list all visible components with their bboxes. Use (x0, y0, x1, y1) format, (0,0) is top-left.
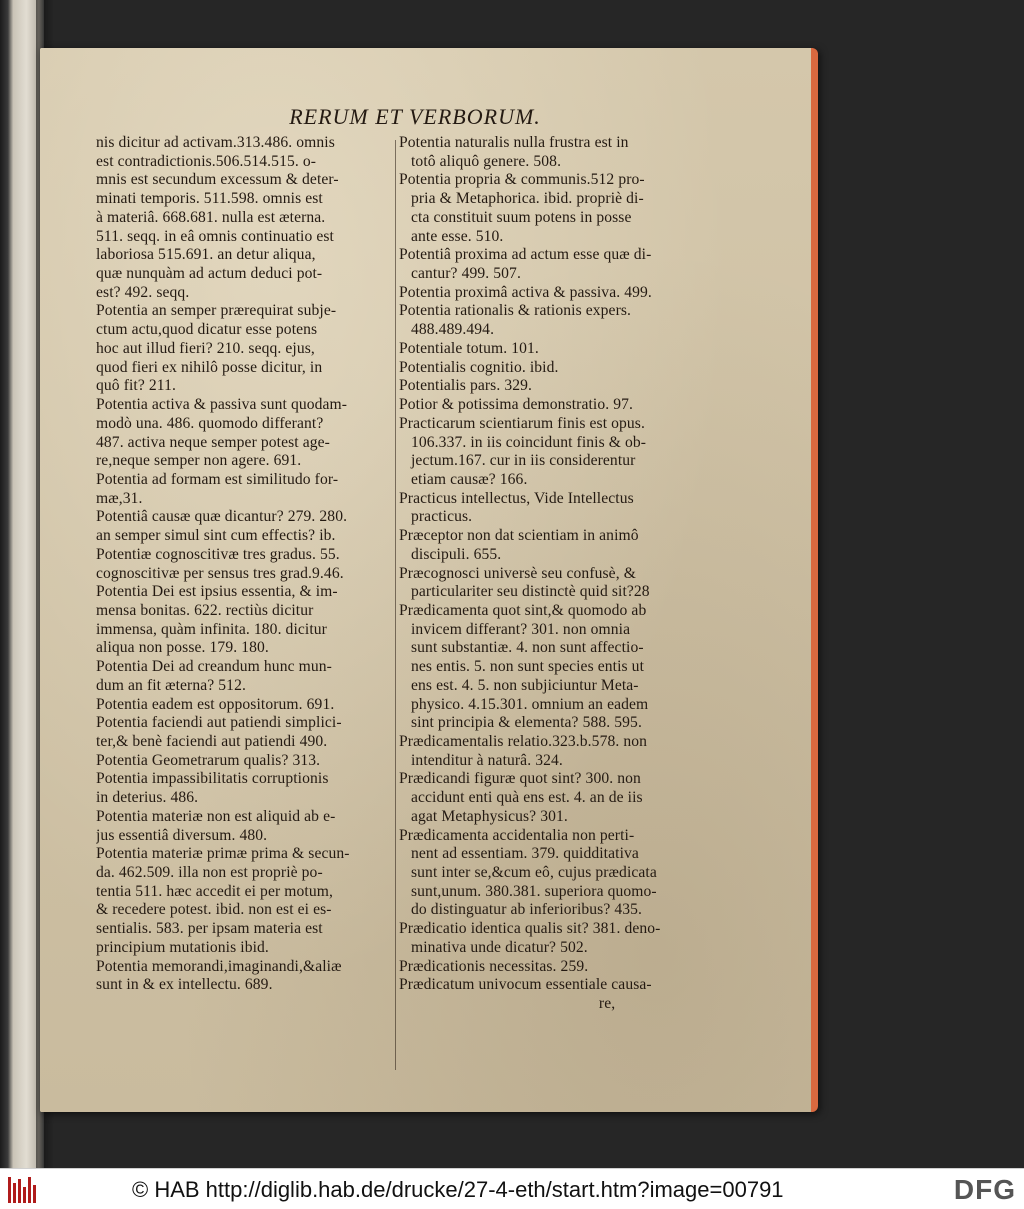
index-line: nent ad essentiam. 379. quidditativa (399, 845, 639, 863)
index-line: Prædicationis necessitas. 259. (399, 957, 589, 975)
index-line: Potentialis cognitio. ibid. (399, 358, 559, 376)
index-line: ctum actu,quod dicatur esse potens (96, 321, 318, 339)
index-line: Potentia faciendi aut patiendi simplici- (96, 714, 342, 732)
index-line: nes entis. 5. non sunt species entis ut (399, 658, 645, 676)
index-line: quod fieri ex nihilô posse dicitur, in (96, 358, 323, 376)
index-line: totô aliquô genere. 508. (399, 152, 562, 170)
index-line: Prædicatio identica qualis sit? 381. deno- (399, 920, 661, 938)
index-line: Potior & potissima demonstratio. 97. (399, 396, 634, 414)
index-line: Potentia activa & passiva sunt quodam- (96, 396, 348, 414)
index-line: aliqua non posse. 179. 180. (96, 639, 269, 657)
index-line: physico. 4.15.301. omnium an eadem (399, 695, 649, 713)
index-line: Potentia eadem est oppositorum. 691. (96, 695, 335, 713)
index-line: sunt in & ex intellectu. 689. (96, 976, 273, 994)
index-line: etiam causæ? 166. (399, 470, 528, 488)
index-line: jectum.167. cur in iis considerentur (399, 452, 636, 470)
index-line: invicem differant? 301. non omnia (399, 620, 631, 638)
index-line: discipuli. 655. (399, 545, 502, 563)
index-line: Potentia memorandi,imaginandi,&aliæ (96, 957, 342, 975)
index-line: 106.337. in iis coincidunt finis & ob- (399, 433, 647, 451)
index-line: Potentia propria & communis.512 pro- (399, 171, 645, 189)
index-line: Potentia Geometrarum qualis? 313. (96, 751, 321, 769)
index-line: est contradictionis.506.514.515. o- (96, 152, 317, 170)
book-page (40, 48, 818, 1112)
index-line: mensa bonitas. 622. rectiùs dicitur (96, 601, 314, 619)
index-line: agat Metaphysicus? 301. (399, 807, 568, 825)
index-line: mæ,31. (96, 489, 143, 507)
index-line: hoc aut illud fieri? 210. seqq. ejus, (96, 339, 315, 357)
index-line: Prædicandi figuræ quot sint? 300. non (399, 770, 641, 788)
hab-barcode-logo-icon[interactable] (8, 1177, 38, 1203)
index-line: minativa unde dicatur? 502. (399, 938, 588, 956)
index-line: cta constituit suum potens in posse (399, 208, 632, 226)
index-line: Præceptor non dat scientiam in animô (399, 527, 639, 545)
index-line: da. 462.509. illa non est propriè po- (96, 864, 323, 882)
index-line: 511. seqq. in eâ omnis continuatio est (96, 227, 334, 245)
index-line: Potentiæ cognoscitivæ tres gradus. 55. (96, 545, 340, 563)
index-line: Prædicamenta accidentalia non perti- (399, 826, 635, 844)
index-line: Potentiâ causæ quæ dicantur? 279. 280. (96, 508, 348, 526)
index-line: sunt inter se,&cum eô, cujus prædicata (399, 864, 657, 882)
index-line: particulariter seu distinctè quid sit?28 (399, 583, 650, 601)
index-line: accidunt enti quà ens est. 4. an de iis (399, 789, 643, 807)
index-line: minati temporis. 511.598. omnis est (96, 190, 323, 208)
index-line: Potentia proximâ activa & passiva. 499. (399, 283, 652, 301)
index-line: practicus. (399, 508, 473, 526)
index-line: ter,& benè faciendi aut patiendi 490. (96, 733, 328, 750)
index-line: Potentia Dei ad creandum hunc mun- (96, 658, 332, 676)
index-line: ante esse. 510. (399, 227, 504, 245)
index-line: quæ nunquàm ad actum deduci pot- (96, 265, 323, 283)
index-line: jus essentiâ diversum. 480. (96, 826, 268, 844)
index-line: 487. activa neque semper potest age- (96, 433, 330, 451)
index-line: est? 492. seqq. (96, 283, 190, 301)
index-line: Potentia naturalis nulla frustra est in (399, 134, 629, 151)
running-head: RERUM ET VERBORUM. (289, 104, 541, 129)
footer-bar (0, 1168, 1024, 1209)
index-line: Potentia materiæ non est aliquid ab e- (96, 807, 336, 825)
index-line: principium mutationis ibid. (96, 938, 269, 956)
index-line: ens est. 4. 5. non subjiciuntur Meta- (399, 676, 639, 694)
index-line: Potentia impassibilitatis corruptionis (96, 770, 329, 788)
index-column-right (399, 134, 771, 1014)
dfg-logo[interactable]: DFG (953, 1174, 1016, 1205)
index-line: mnis est secundum excessum & deter- (96, 171, 339, 189)
index-line: sunt substantiæ. 4. non sunt affectio- (399, 639, 644, 657)
copyright-link[interactable]: © HAB http://diglib.hab.de/drucke/27-4-eth/start.htm?image=00791 (132, 1177, 784, 1202)
index-line: Potentiale totum. 101. (399, 339, 539, 357)
index-line: Potentialis pars. 329. (399, 377, 533, 395)
index-line: modò una. 486. quomodo differant? (96, 414, 324, 432)
index-line: tentia 511. hæc accedit ei per motum, (96, 882, 333, 900)
index-line: intenditur à naturâ. 324. (399, 751, 563, 769)
index-line: re,neque semper non agere. 691. (96, 452, 302, 470)
index-line: nis dicitur ad activam.313.486. omnis (96, 134, 335, 151)
index-line: Potentia rationalis & rationis expers. (399, 302, 632, 320)
index-line: laboriosa 515.691. an detur aliqua, (96, 246, 316, 264)
index-line: Practicarum scientiarum finis est opus. (399, 414, 645, 432)
index-line: cognoscitivæ per sensus tres grad.9.46. (96, 564, 344, 582)
index-line: & recedere potest. ibid. non est ei es- (96, 901, 332, 919)
index-line: Præcognosci universè seu confusè, & (399, 564, 636, 582)
index-line: Potentiâ proxima ad actum esse quæ di- (399, 246, 652, 264)
index-line: Potentia ad formam est similitudo for- (96, 470, 339, 488)
index-line: an semper simul sint cum effectis? ib. (96, 527, 336, 545)
index-line: pria & Metaphorica. ibid. propriè di- (399, 190, 644, 208)
index-line: Practicus intellectus, Vide Intellectus (399, 489, 634, 507)
index-line: Prædicamentalis relatio.323.b.578. non (399, 733, 648, 750)
index-line: Prædicatum univocum essentiale causa- (399, 976, 652, 994)
index-line: Prædicamenta quot sint,& quomodo ab (399, 601, 647, 619)
index-line: cantur? 499. 507. (399, 265, 521, 283)
index-line: re, (399, 995, 616, 1013)
index-line: à materiâ. 668.681. nulla est æterna. (96, 208, 326, 226)
index-line: quô fit? 211. (96, 377, 176, 395)
index-line: in deterius. 486. (96, 789, 199, 807)
index-line: sunt,unum. 380.381. superiora quomo- (399, 882, 657, 900)
index-line: sentialis. 583. per ipsam materia est (96, 920, 323, 938)
index-line: sint principia & elementa? 588. 595. (399, 714, 642, 732)
index-line: 488.489.494. (399, 321, 495, 339)
index-line: immensa, quàm infinita. 180. dicitur (96, 620, 327, 638)
index-line: Potentia Dei est ipsius essentia, & im- (96, 583, 338, 601)
index-line: dum an fit æterna? 512. (96, 676, 246, 694)
index-line: Potentia materiæ primæ prima & secun- (96, 845, 350, 863)
index-line: do distinguatur ab inferioribus? 435. (399, 901, 643, 919)
index-line: Potentia an semper prærequirat subje- (96, 302, 337, 320)
